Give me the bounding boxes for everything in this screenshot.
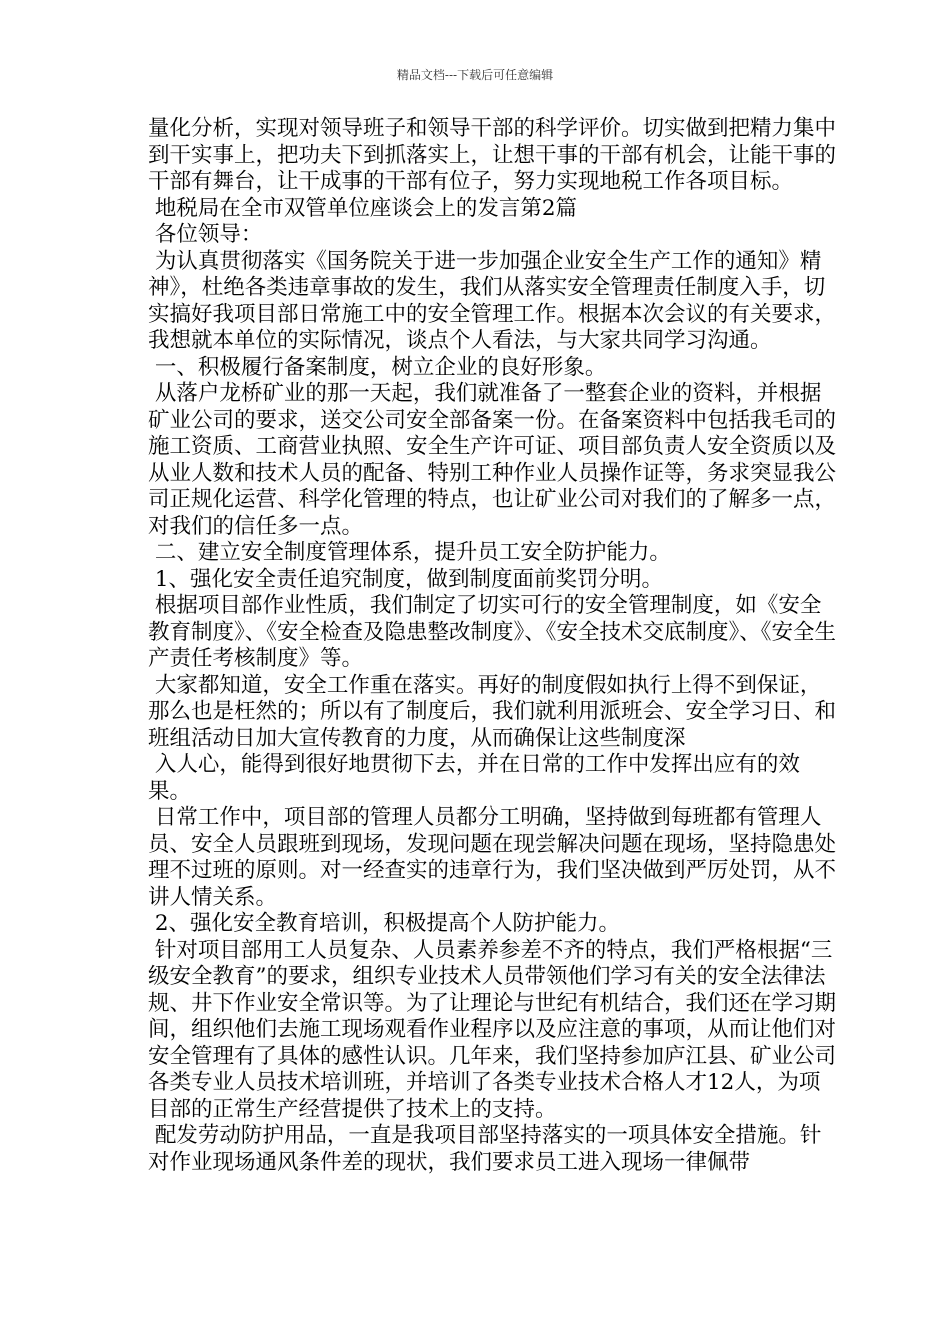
- section-title: 地税局在全市双管单位座谈会上的发言第2篇: [148, 195, 578, 221]
- paragraph: 量化分析，实现对领导班子和领导干部的科学评价。切实做到把精力集中到干实事上，把功夫下到抓落实上，让想干事的干部有机会，让能干事的干部有舞台，让干成事的干部有位子，努力实现地税工作各项目标。: [148, 116, 837, 194]
- subsection-heading: 1、强化安全责任追究制度，做到制度面前奖罚分明。: [148, 566, 664, 592]
- salutation: 各位领导：: [148, 222, 263, 247]
- paragraph: 配发劳动防护用品，一直是我项目部坚持落实的一项具体安全措施。针对作业现场通风条件差的现状，我们要求员工进入现场一律佩带: [148, 1123, 822, 1175]
- subsection-heading: 2、强化安全教育培训，积极提高个人防护能力。: [148, 911, 621, 936]
- section-heading: 二、建立安全制度管理体系，提升员工安全防护能力。: [148, 540, 671, 565]
- section-heading: 一、积极履行备案制度，树立企业的良好形象。: [148, 354, 607, 380]
- paragraph: 从落户龙桥矿业的那一天起，我们就准备了一整套企业的资料，并根据矿业公司的要求，送交公司安全部备案一份。在备案资料中包括我毛司的施工资质、工商营业执照、安全生产许可证、项目部负责人安全资质以及从业人数和技术人员的配备、特别工种作业人员操作证等，务求突显我公司正规化运营、科学化管理的特点，也让矿业公司对我们的了解多一点，对我们的信任多一点。: [148, 381, 837, 539]
- paragraph: 日常工作中，项目部的管理人员都分工明确，坚持做到每班都有管理人员、安全人员跟班到现场，发现问题在现尝解决问题在现场，坚持隐患处理不过班的原则。对一经查实的违章行为，我们坚决做到严厉处罚，从不讲人情关系。: [148, 805, 837, 910]
- paragraph: 大家都知道，安全工作重在落实。再好的制度假如执行上得不到保证，那么也是枉然的；所以有了制度后，我们就利用派班会、安全学习日、和班组活动日加大宣传教育的力度，从而确保让这些制度深: [148, 672, 837, 751]
- page-header: 精品文档---下载后可任意编辑: [396, 68, 554, 82]
- paragraph: 入人心，能得到很好地贯彻下去，并在日常的工作中发挥出应有的效果。: [148, 752, 800, 804]
- paragraph: 为认真贯彻落实《国务院关于进一步加强企业安全生产工作的通知》精神》，杜绝各类违章事故的发生，我们从落实安全管理责任制度入手，切实搞好我项目部日常施工中的安全管理工作。根据本次会议的有关要求，我想就本单位的实际情况，谈点个人看法，与大家共同学习沟通。: [148, 248, 837, 353]
- paragraph: 针对项目部用工人员复杂、人员素养参差不齐的特点，我们严格根据“三级安全教育”的要求，组织专业技术人员带领他们学习有关的安全法律法规、井下作业安全常识等。为了让理论与世纪有机结合，我们还在学习期间，组织他们去施工现场观看作业程序以及应注意的事项，从而让他们对安全管理有了具体的感性认识。几年来，我们坚持参加庐江县、矿业公司各类专业人员技术培训班，并培训了各类专业技术合格人才12人，为项目部的正常生产经营提供了技术上的支持。: [148, 937, 837, 1122]
- document-body: [148, 116, 838, 1176]
- paragraph: 根据项目部作业性质，我们制定了切实可行的安全管理制度，如《安全教育制度》、《安全检查及隐患整改制度》、《安全技术交底制度》、《安全生产责任考核制度》等。: [148, 593, 837, 671]
